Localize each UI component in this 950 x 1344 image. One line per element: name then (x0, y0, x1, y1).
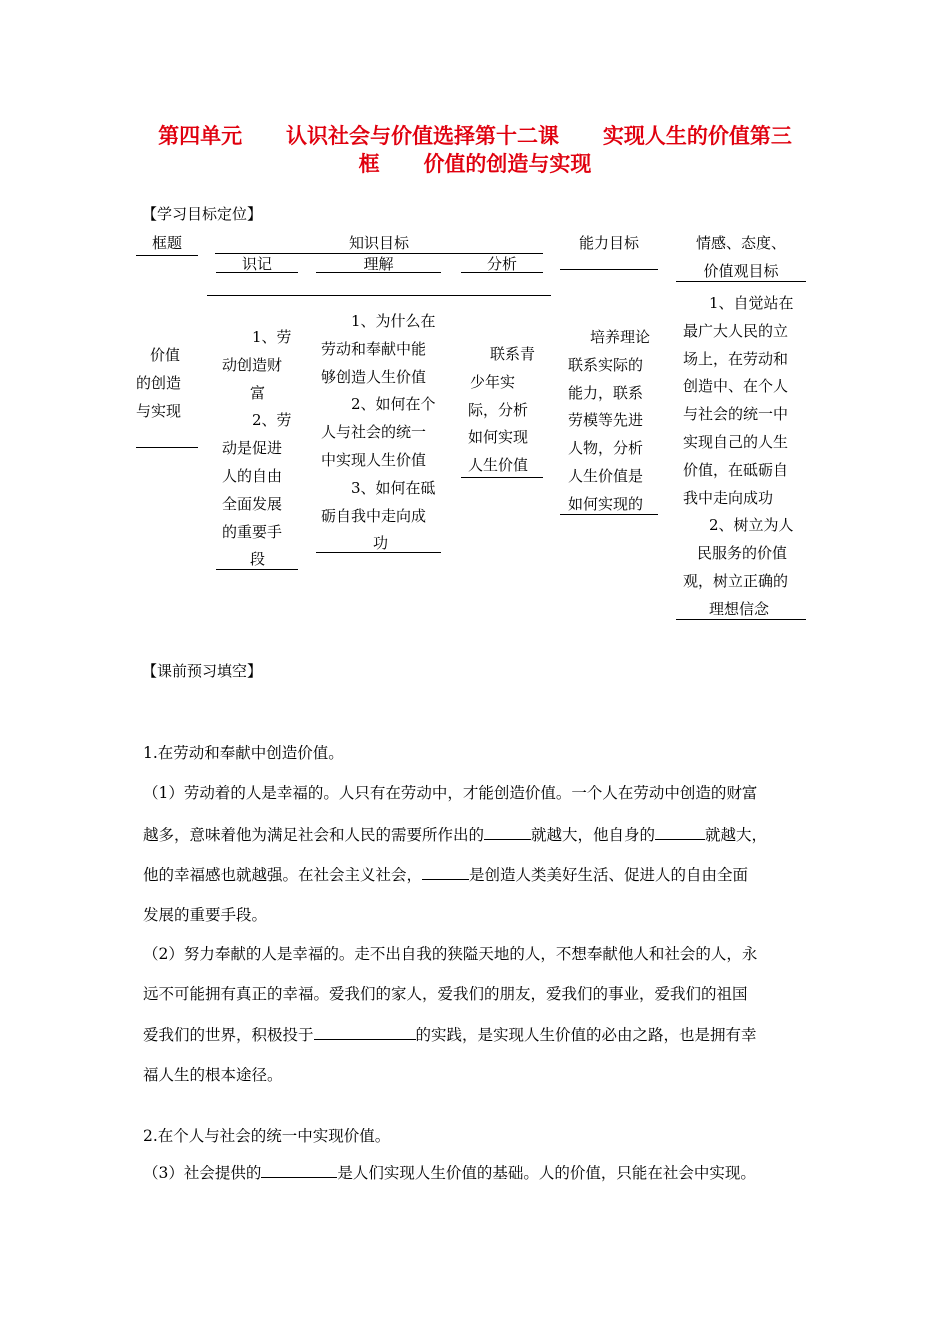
title-frame-part1: 实现人生的价值第三 (602, 124, 792, 148)
cell-line: 观，树立正确的 (683, 571, 789, 590)
cell-line: 场上，在劳动和 (683, 349, 789, 368)
q1-p2-line4: 福人生的根本途径。 (143, 1066, 283, 1084)
cell-line: 1、自觉站在 (709, 294, 794, 312)
cell-line: 实现自己的人生 (683, 432, 789, 451)
divider (316, 552, 441, 553)
cell-line: 创造中、在个人 (683, 377, 789, 396)
text-run: 越多，意味着他为满足社会和人民的需要所作出的 (143, 826, 485, 844)
cell-ability (568, 324, 666, 519)
divider (136, 447, 198, 448)
cell-line: 动是促进 (222, 439, 283, 458)
title-line-2 (130, 150, 820, 178)
cell-line: 够创造人生价值 (321, 367, 427, 386)
cell-line: 如何实现 (468, 428, 529, 447)
divider (461, 272, 543, 273)
q1-p1-line4: 发展的重要手段。 (143, 906, 268, 924)
section-heading-objectives: 【学习目标定位】 (142, 205, 263, 223)
question-2-heading: 2.在个人与社会的统一中实现价值。 (143, 1127, 391, 1145)
cell-line: 少年实 (470, 372, 516, 391)
cell-line: 联系青 (490, 345, 536, 363)
q1-p1-line3 (143, 865, 748, 885)
q2-p3-line1 (143, 1163, 756, 1183)
cell-line: 价值，在砥砺自 (683, 460, 789, 479)
divider (216, 272, 298, 273)
divider (560, 514, 658, 515)
text-run: 是人们实现人生价值的基础。人的价值，只能在社会中实现。 (337, 1164, 756, 1182)
q1-p2-line3 (143, 1025, 757, 1045)
fill-blank-2[interactable] (655, 825, 705, 840)
cell-line: 与社会的统一中 (683, 405, 789, 424)
cell-line: 的重要手 (222, 522, 283, 541)
text-run: 就越大， (705, 826, 768, 844)
header-knowledge: 知识目标 (348, 234, 409, 252)
header-recall: 识记 (241, 255, 272, 273)
cell-line: 动创造财 (222, 355, 283, 374)
document-title (130, 122, 820, 178)
text-run: 是创造人类美好生活、促进人的自由全面 (469, 866, 749, 884)
header-analyze: 分析 (486, 255, 517, 273)
cell-line: 人生价值是 (568, 466, 644, 485)
cell-line: 2、劳 (252, 411, 292, 430)
q1-p1-line2 (143, 825, 767, 845)
divider (207, 295, 551, 296)
text-run: 的实践，是实现人生价值的必由之路，也是拥有幸 (415, 1026, 757, 1044)
q1-p2-line2: 远不可能拥有真正的幸福。爱我们的家人，爱我们的朋友，爱我们的事业，爱我们的祖国 (143, 985, 748, 1003)
text-run: 他的幸福感也就越强。在社会主义社会， (143, 866, 423, 884)
divider (560, 269, 658, 270)
text-run: 爱我们的世界，积极投于 (143, 1026, 314, 1044)
divider (316, 272, 441, 273)
cell-line: 与实现 (136, 401, 182, 420)
title-frame-part2: 框 (358, 152, 380, 176)
fill-blank-5[interactable] (261, 1163, 337, 1178)
cell-line: 1、为什么在 (351, 312, 436, 330)
section-heading-preview: 【课前预习填空】 (142, 662, 263, 680)
cell-line: 民服务的价值 (697, 544, 788, 563)
header-emotion-line2: 价值观目标 (703, 262, 779, 280)
title-line-1 (130, 122, 820, 150)
q1-p2-line1: （2）努力奉献的人是幸福的。走不出自我的狭隘天地的人，不想奉献他人和社会的人，永 (143, 945, 758, 963)
cell-line: 我中走向成功 (683, 488, 774, 507)
cell-line: 劳模等先进 (568, 411, 644, 430)
cell-line: 如何实现的 (568, 494, 644, 513)
cell-line: 砺自我中走向成 (321, 506, 427, 525)
text-run: 就越大，他自身的 (531, 826, 656, 844)
cell-line: 1、劳 (252, 328, 292, 346)
q1-p1-line1: （1）劳动着的人是幸福的。人只有在劳动中，才能创造价值。一个人在劳动中创造的财富 (143, 784, 758, 802)
cell-line: 能力，联系 (568, 383, 644, 402)
cell-line: 2、如何在个 (351, 395, 436, 414)
cell-line: 人物，分析 (568, 439, 644, 458)
cell-line: 2、树立为人 (709, 516, 794, 535)
cell-line: 人生价值 (468, 456, 529, 475)
divider (676, 281, 806, 282)
divider (136, 255, 198, 256)
cell-line: 中实现人生价值 (321, 450, 427, 469)
header-understand: 理解 (363, 255, 394, 273)
header-frame: 框题 (151, 234, 182, 252)
divider (216, 569, 298, 570)
cell-line: 的创造 (136, 373, 182, 392)
divider (461, 477, 543, 478)
fill-blank-4[interactable] (314, 1025, 416, 1040)
cell-understand (321, 308, 451, 558)
cell-line: 际，分析 (468, 400, 529, 419)
cell-analyze (468, 341, 550, 480)
title-unit: 第四单元 (158, 124, 243, 148)
cell-line: 人与社会的统一 (321, 423, 427, 442)
cell-line: 3、如何在砥 (351, 478, 436, 497)
cell-recall (222, 324, 302, 574)
cell-emotion (683, 290, 813, 624)
fill-blank-1[interactable] (484, 825, 531, 840)
title-lesson: 认识社会与价值选择第十二课 (286, 124, 559, 148)
cell-line: 劳动和奉献中能 (321, 339, 427, 358)
cell-line: 理想信念 (709, 599, 770, 618)
cell-line: 全面发展 (222, 494, 283, 513)
header-ability: 能力目标 (578, 234, 639, 252)
cell-line: 富 (250, 383, 266, 402)
text-run: （3）社会提供的 (143, 1164, 262, 1182)
cell-line: 段 (250, 550, 266, 569)
title-topic: 价值的创造与实现 (423, 152, 592, 176)
header-emotion-line1: 情感、态度、 (695, 234, 786, 252)
divider (676, 619, 806, 620)
cell-line: 人的自由 (222, 466, 283, 485)
question-1-heading: 1.在劳动和奉献中创造价值。 (143, 744, 344, 762)
cell-line: 最广大人民的立 (683, 321, 789, 340)
cell-frame (136, 342, 198, 425)
cell-line: 功 (373, 534, 389, 553)
cell-line: 培养理论 (590, 328, 651, 346)
cell-line: 联系实际的 (568, 355, 644, 374)
cell-line: 价值 (150, 346, 181, 364)
fill-blank-3[interactable] (422, 865, 469, 880)
